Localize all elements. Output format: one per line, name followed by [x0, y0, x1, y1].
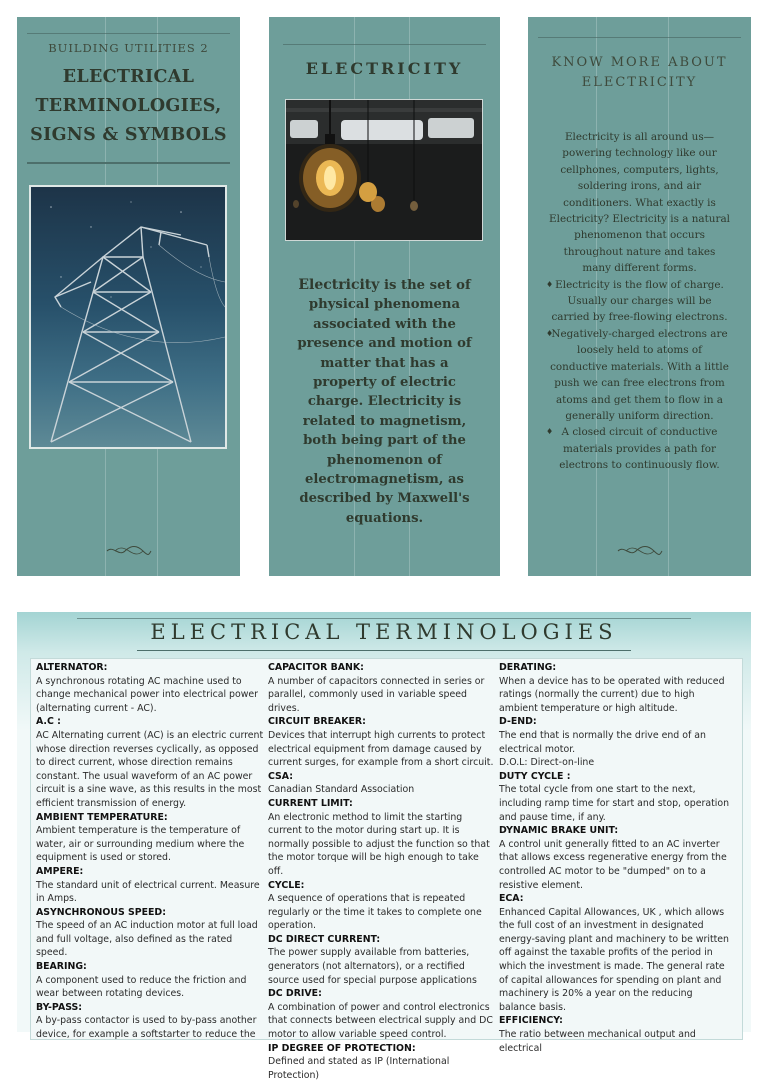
- term-name: BEARING:: [36, 961, 87, 973]
- cover-subtitle: BUILDING UTILITIES 2: [48, 41, 209, 55]
- terminology-entry: [36, 661, 264, 715]
- term-definition: Defined and stated as IP (International Protection): [268, 1056, 450, 1081]
- lightbulb-icon: [286, 100, 482, 240]
- term-name: EFFICIENCY:: [499, 1015, 563, 1027]
- know-more-text: [548, 129, 731, 474]
- term-name: DERATING:: [499, 662, 557, 673]
- term-definition: The power supply available from batteries, generators (not alternators), or a rectified source used for special purpose applications: [268, 947, 477, 986]
- brochure-panel-electricity: [269, 17, 500, 576]
- term-definition: A control unit generally fitted to an AC inverter that allows excess regenerative energy from the controlled AC motor to be "dumped" on to a resistive element.: [499, 838, 727, 891]
- list-item: ♦ Negatively-charged electrons are loosely held to atoms of conductive materials. With a little push we can free electrons from atoms and get them to flow in a generally uniform direction.: [548, 326, 731, 424]
- term-definition: A synchronous rotating AC machine used to change mechanical power into electrical power (alternating current - AC).: [36, 675, 259, 714]
- term-definition: A combination of power and control electronics that connects between electrical supply and DC motor to allow variable speed control.: [268, 1001, 493, 1041]
- term-name: DUTY CYCLE :: [499, 770, 571, 782]
- terminology-entry: [36, 865, 264, 906]
- divider: [283, 44, 486, 45]
- term-definition: D.O.L: Direct-on-line: [499, 757, 595, 769]
- terminology-entry: [499, 756, 731, 770]
- terminology-entry: [268, 933, 496, 987]
- brochure-panel-know-more: [528, 17, 751, 576]
- terminology-entry: [499, 770, 731, 824]
- term-name: CURRENT LIMIT:: [268, 797, 353, 809]
- term-name: DYNAMIC BRAKE UNIT:: [499, 825, 619, 837]
- term-name: AMBIENT TEMPERATURE:: [36, 811, 168, 823]
- list-item: ♦ Electricity is the flow of charge. Usually our charges will be carried by free-flowing electrons.: [548, 277, 731, 326]
- term-definition: The ratio between mechanical output and electrical: [499, 1029, 696, 1054]
- flourish-ornament-icon: [105, 544, 153, 558]
- term-name: DC DRIVE:: [268, 988, 322, 1000]
- transmission-tower-icon: [31, 187, 225, 447]
- term-name: AMPERE:: [36, 865, 84, 877]
- term-name: ALTERNATOR:: [36, 662, 108, 673]
- panel-title-line: ELECTRICITY: [581, 75, 698, 90]
- term-definition: A sequence of operations that is repeated regularly or the time it takes to complete one operation.: [268, 893, 482, 932]
- terminology-column: [36, 661, 264, 1042]
- term-name: CYCLE:: [268, 879, 305, 891]
- terminology-entry: [499, 1014, 731, 1055]
- term-definition: An electronic method to limit the starting current to the motor during start up. It is normally possible to adjust the function so that the motor torque will be high enough to take off.: [268, 811, 490, 877]
- term-definition: Devices that interrupt high currents to protect electrical equipment from damage caused by current surges, for example from a short circuit.: [268, 729, 494, 769]
- term-definition: The standard unit of electrical current. Measure in Amps.: [36, 879, 260, 905]
- terminology-entry: [36, 811, 264, 865]
- term-name: ASYNCHRONOUS SPEED:: [36, 906, 166, 918]
- cover-title-line: SIGNS & SYMBOLS: [30, 125, 227, 145]
- definition-lead: Electricity: [298, 277, 380, 293]
- term-name: A.C :: [36, 716, 61, 728]
- power-tower-photo: [29, 185, 227, 449]
- terminology-entry: [36, 1001, 264, 1042]
- cover-title-line: ELECTRICAL: [62, 67, 195, 87]
- panel-title: ELECTRICITY: [305, 59, 464, 78]
- definition-text: is the set of physical phenomena associated with the presence and motion of matter that has a property of electric charge. Electricity is related to magnetism, both being part of the phenomenon of electromagnetism, as described by Maxwell's equations.: [297, 278, 472, 526]
- flourish-ornament-icon: [616, 544, 664, 558]
- divider: [137, 650, 631, 651]
- term-definition: A component used to reduce the friction and wear between rotating devices.: [36, 974, 247, 1000]
- intro-paragraph: Electricity is all around us—powering technology like our cellphones, computers, lights, soldering irons, and air conditioners. What exactly is Electricity? Electricity is a natural phenomenon that occurs throughout nature and takes many different forms.: [549, 131, 730, 275]
- terminologies-box: [30, 658, 743, 1081]
- term-name: BY-PASS:: [36, 1001, 83, 1013]
- terminology-entry: [36, 960, 264, 1001]
- term-definition: The total cycle from one start to the next, including ramp time for start and stop, operation and pause time, if any.: [499, 784, 730, 823]
- term-definition: A by-pass contactor is used to by-pass another device, for example a softstarter to reduce the: [36, 1015, 257, 1041]
- terminologies-section: [17, 612, 751, 1081]
- terminology-entry: [499, 892, 731, 1014]
- terminology-entry: [36, 906, 264, 960]
- terminology-entry: [268, 797, 496, 879]
- cover-title: [17, 63, 240, 150]
- terminology-column: [499, 661, 731, 1055]
- terminology-entry: [499, 715, 731, 756]
- terminology-entry: [499, 661, 731, 715]
- panel-title-line: KNOW MORE ABOUT: [551, 55, 728, 70]
- divider: [77, 618, 691, 619]
- terminology-column: [268, 661, 496, 1082]
- divider: [538, 37, 741, 38]
- electricity-definition: [293, 276, 476, 528]
- cover-title-line: TERMINOLOGIES,: [35, 96, 222, 116]
- divider: [27, 33, 230, 34]
- terminology-entry: [268, 715, 496, 769]
- term-definition: Ambient temperature is the temperature of water, air or surrounding medium where the equipment is used or stored.: [36, 825, 245, 864]
- term-definition: Canadian Standard Association: [268, 784, 415, 796]
- term-definition: The speed of an AC induction motor at full load and full voltage, also defined as the rated speed.: [36, 920, 258, 959]
- divider: [27, 162, 230, 164]
- terminologies-title: ELECTRICAL TERMINOLOGIES: [150, 620, 618, 644]
- panel-title: [528, 53, 751, 93]
- terminology-entry: [268, 879, 496, 933]
- terminology-entry: [36, 715, 264, 810]
- brochure-panel-cover: [17, 17, 240, 576]
- term-definition: A number of capacitors connected in series or parallel, commonly used in variable speed drives.: [268, 675, 485, 714]
- term-name: ECA:: [499, 893, 524, 905]
- term-name: IP DEGREE OF PROTECTION:: [268, 1042, 416, 1054]
- term-name: CSA:: [268, 770, 293, 782]
- list-item: ♦ A closed circuit of conductive materials provides a path for electrons to continuously flow.: [548, 424, 731, 473]
- term-name: CIRCUIT BREAKER:: [268, 716, 366, 728]
- term-definition: The end that is normally the drive end of an electrical motor.: [499, 729, 706, 755]
- terminology-entry: [268, 661, 496, 715]
- lightbulb-photo: [285, 99, 483, 241]
- terminology-entry: [268, 987, 496, 1041]
- term-name: DC DIRECT CURRENT:: [268, 933, 381, 945]
- term-definition: Enhanced Capital Allowances, UK , which allows the full cost of an investment in designated energy-saving plant and machinery to be written off against the taxable profits of the period in which the investment is made. The general rate of capital allowances for spending on plant and machinery is 20% a year on the reducing balance basis.: [499, 906, 730, 1013]
- terminology-entry: [268, 770, 496, 797]
- term-definition: When a device has to be operated with reduced ratings (normally the current) due to high ambient temperature or high altitude.: [499, 675, 725, 714]
- term-name: D-END:: [499, 716, 537, 728]
- term-definition: AC Alternating current (AC) is an electric current whose direction reverses cyclically, as opposed to direct current, whose direction remains constant. The usual waveform of an AC power circuit is a sine wave, as this results in the most efficient transmission of energy.: [36, 729, 264, 809]
- term-name: CAPACITOR BANK:: [268, 662, 364, 673]
- terminology-entry: [268, 1042, 496, 1082]
- terminology-entry: [499, 824, 731, 892]
- fact-list: [548, 277, 731, 474]
